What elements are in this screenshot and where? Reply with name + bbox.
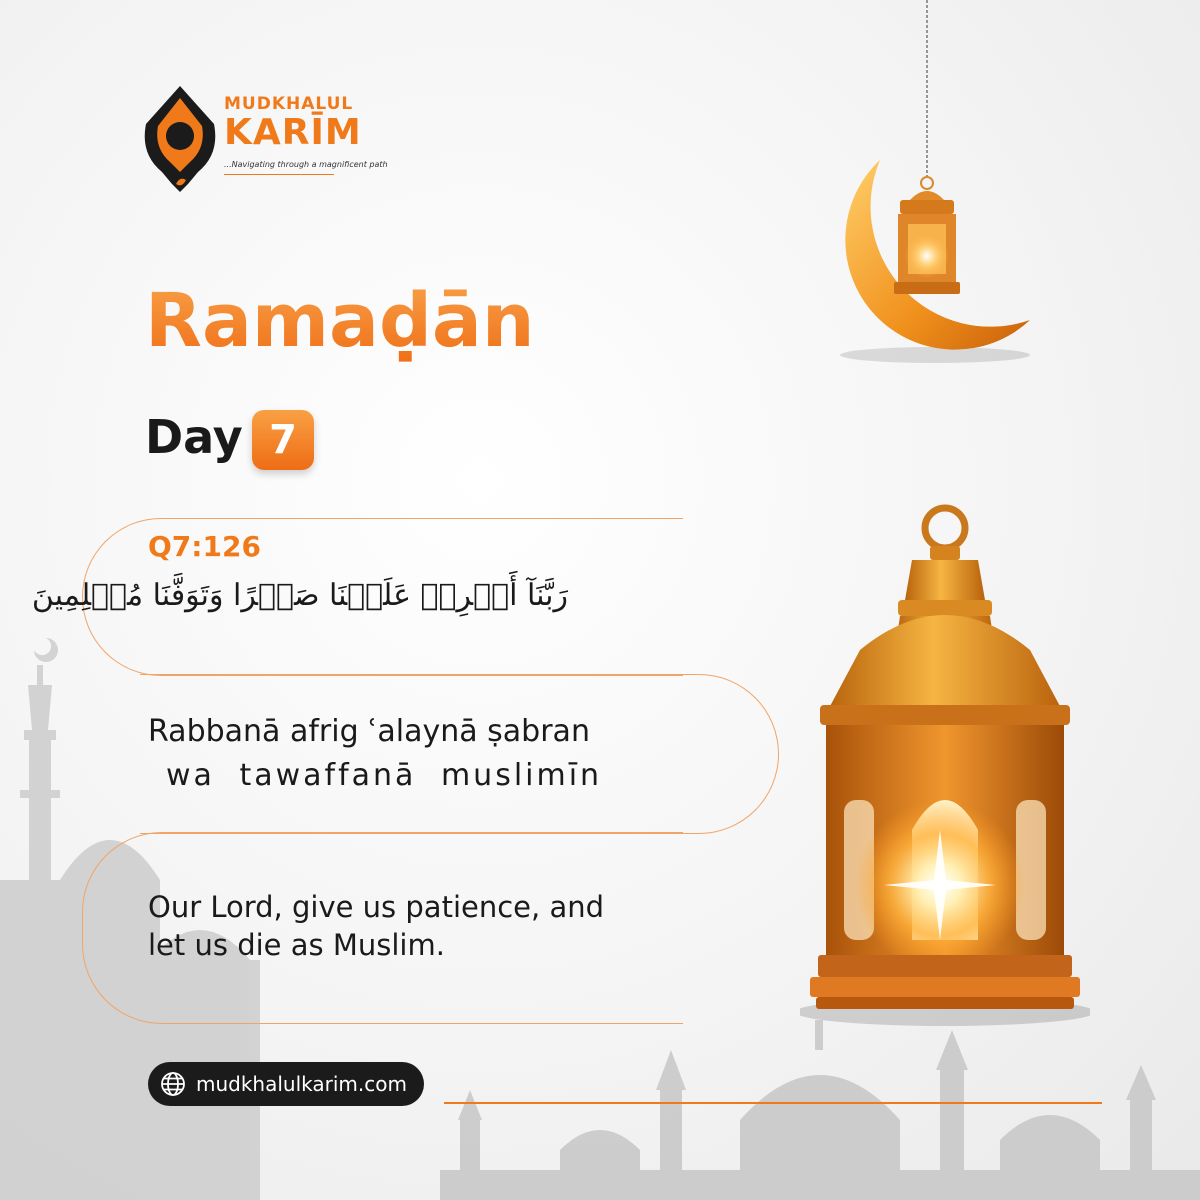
transliteration-line-2: wa tawaffanā muslimīn bbox=[166, 758, 603, 793]
brand-name-top: MUDKHALUL bbox=[224, 94, 354, 114]
large-lantern-illustration bbox=[800, 500, 1090, 1030]
transliteration-frame bbox=[140, 674, 779, 834]
footer-divider bbox=[444, 1102, 1102, 1104]
website-url: mudkhalulkarim.com bbox=[196, 1072, 407, 1096]
day-number-badge: 7 bbox=[252, 410, 314, 470]
mosque-silhouette-bottom bbox=[440, 1010, 1200, 1200]
brand-underline bbox=[224, 174, 334, 175]
verse-reference: Q7:126 bbox=[148, 530, 261, 563]
brand-name-main: KARĪM bbox=[224, 112, 362, 153]
brand-logo bbox=[140, 84, 388, 194]
website-link[interactable] bbox=[148, 1062, 424, 1106]
translation-line-1: Our Lord, give us patience, and bbox=[148, 890, 604, 924]
translation-line-2: let us die as Muslim. bbox=[148, 928, 445, 962]
page-title: Ramaḍān bbox=[145, 278, 535, 364]
brand-emblem-icon bbox=[140, 84, 220, 194]
transliteration-line-1: Rabbanā afrig ʿalaynā ṣabran bbox=[148, 714, 590, 749]
verse-arabic: رَبَّنَآ أَفۡرِغۡ عَلَيۡنَا صَبۡرًا وَتَوَفَّنَا مُسۡلِمِينَ bbox=[31, 578, 568, 613]
brand-tagline: ...Navigating through a magnificent path bbox=[224, 160, 388, 169]
crescent-lantern-illustration bbox=[820, 0, 1050, 370]
day-label: Day bbox=[145, 410, 243, 464]
globe-icon bbox=[160, 1071, 186, 1097]
